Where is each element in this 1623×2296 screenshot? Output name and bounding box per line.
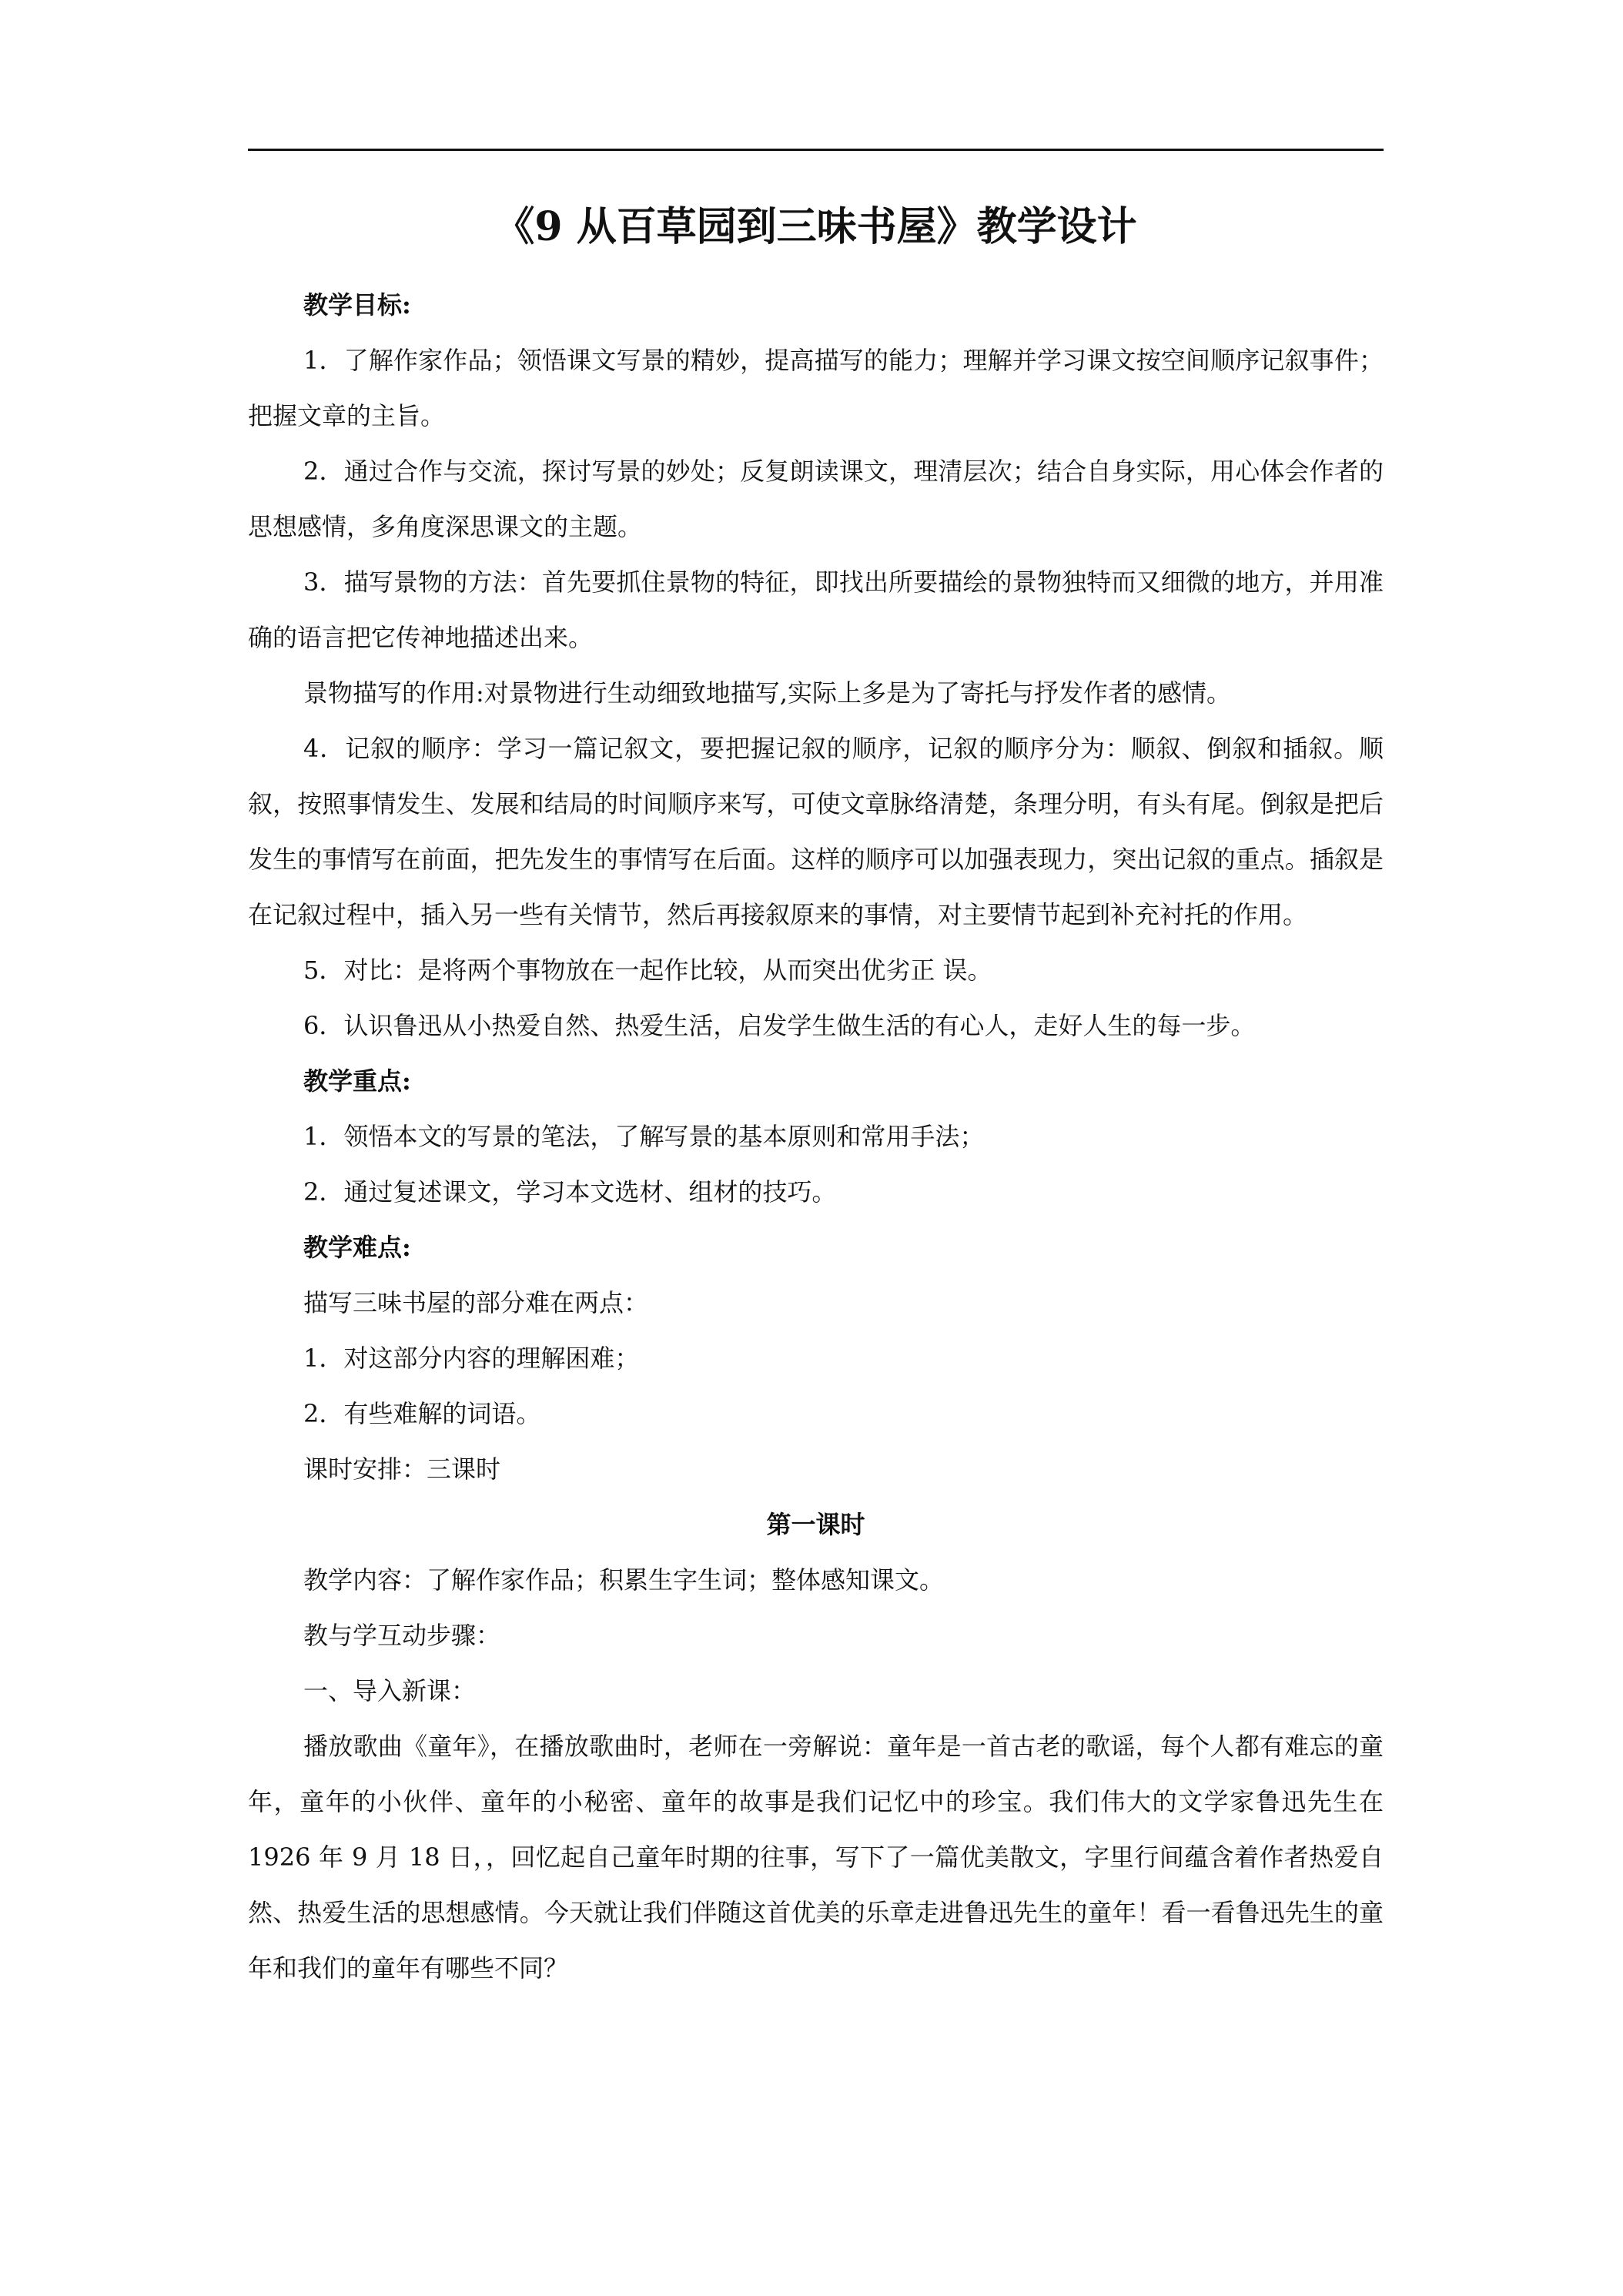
document-body — [248, 277, 1384, 1996]
key-point-1: 1．领悟本文的写景的笔法，了解写景的基本原则和常用手法； — [303, 1122, 985, 1151]
objective-3: 3．描写景物的方法：首先要抓住景物的特征，即找出所要描绘的景物独特而又细微的地方，并用准确的语言把它传神地描述出来。 — [248, 567, 1384, 652]
objective-6: 6．认识鲁迅从小热爱自然、热爱生活，启发学生做生活的有心人，走好人生的每一步。 — [303, 1011, 1256, 1040]
intro-new-lesson: 一、导入新课： — [303, 1676, 477, 1705]
difficulty-1: 1．对这部分内容的理解困难； — [303, 1344, 640, 1373]
key-point-2: 2．通过复述课文，学习本文选材、组材的技巧。 — [303, 1177, 837, 1207]
objective-2: 2．通过合作与交流，探讨写景的妙处；反复朗读课文，理清层次；结合自身实际，用心体会作者的思想感情，多角度深思课文的主题。 — [248, 457, 1384, 541]
schedule: 课时安排：三课时 — [303, 1454, 501, 1484]
difficulty-intro: 描写三味书屋的部分难在两点： — [303, 1288, 649, 1317]
objective-4: 4．记叙的顺序：学习一篇记叙文，要把握记叙的顺序，记叙的顺序分为：顺叙、倒叙和插叙。顺叙，按照事情发生、发展和结局的时间顺序来写，可使文章脉络清楚，条理分明，有头有尾。倒叙是把后发生的事情写在前面，把先发生的事情写在后面。这样的顺序可以加强表现力，突出记叙的重点。插叙是在记叙过程中，插入另一些有关情节，然后再接叙原来的事情，对主要情节起到补充衬托的作用。 — [248, 734, 1384, 929]
difficulties-heading: 教学难点: — [303, 1233, 411, 1262]
intro-paragraph: 播放歌曲《童年》，在播放歌曲时，老师在一旁解说：童年是一首古老的歌谣，每个人都有难忘的童年，童年的小伙伴、童年的小秘密、童年的故事是我们记忆中的珍宝。我们伟大的文学家鲁迅先生在 1926 年 9 月 18 日，，回忆起自己童年时期的往事，写下了一篇优美散文，字里行间蕴含着作者热爱自然、热爱生活的思想感情。今天就让我们伴随这首优美的乐章走进鲁迅先生的童年！看一看鲁迅先生的童年和我们的童年有哪些不同？ — [248, 1732, 1384, 1983]
interaction-steps: 教与学互动步骤： — [303, 1621, 501, 1650]
lesson-1-heading: 第一课时 — [766, 1510, 865, 1539]
key-points-heading: 教学重点: — [303, 1066, 411, 1096]
objective-1: 1．了解作家作品；领悟课文写景的精妙，提高描写的能力；理解并学习课文按空间顺序记叙事件；把握文章的主旨。 — [248, 346, 1384, 430]
header-rule — [248, 149, 1384, 151]
objective-5: 5．对比：是将两个事物放在一起作比较，从而突出优劣正 误。 — [303, 956, 992, 985]
lesson-1-content: 教学内容：了解作家作品；积累生字生词；整体感知课文。 — [303, 1565, 945, 1595]
difficulty-2: 2．有些难解的词语。 — [303, 1399, 541, 1428]
objectives-heading: 教学目标: — [303, 290, 411, 320]
objective-3-note: 景物描写的作用:对景物进行生动细致地描写,实际上多是为了寄托与抒发作者的感情。 — [303, 678, 1231, 708]
document-title: 《9 从百草园到三味书屋》教学设计 — [494, 203, 1137, 250]
